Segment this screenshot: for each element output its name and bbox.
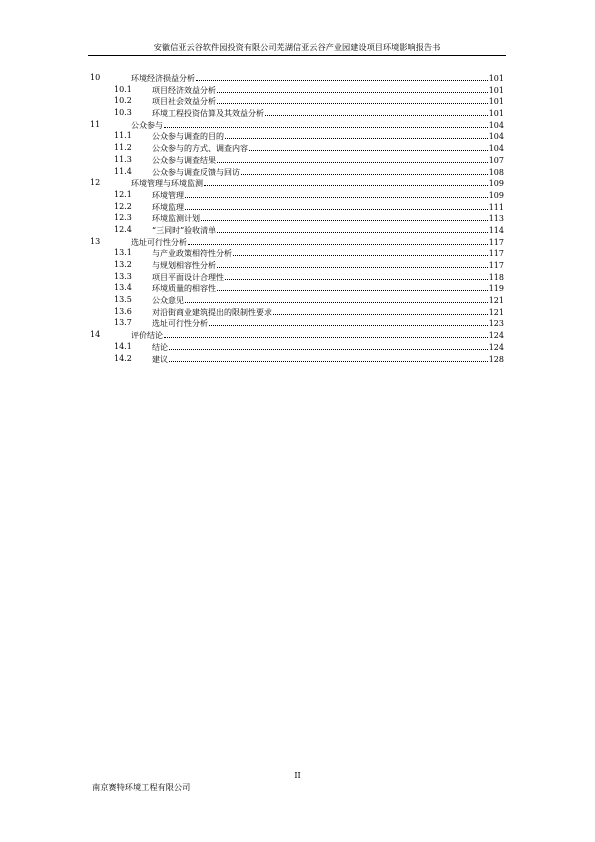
toc-chapter-entry[interactable] <box>90 329 504 341</box>
table-of-contents <box>90 72 504 364</box>
toc-entry-number: 13.3 <box>114 271 132 281</box>
toc-entry-page: 119 <box>488 284 504 294</box>
toc-dot-leader <box>164 119 488 128</box>
toc-entry-page: 117 <box>488 237 504 247</box>
toc-dot-leader <box>185 201 488 210</box>
toc-entry-title: “三同时”验收清单 <box>152 225 217 235</box>
toc-entry-page: 109 <box>488 179 504 189</box>
toc-entry-number: 14 <box>90 330 101 340</box>
toc-entry-number: 11 <box>90 119 101 129</box>
toc-dot-leader <box>249 142 488 151</box>
toc-entry-page: 101 <box>488 85 504 95</box>
toc-entry-title: 项目平面设计合理性 <box>152 272 224 282</box>
toc-entry-page: 104 <box>488 132 504 142</box>
toc-entry-title: 项目经济效益分析 <box>152 85 216 95</box>
toc-entry-number: 10 <box>90 73 101 82</box>
toc-dot-leader <box>196 72 488 81</box>
toc-dot-leader <box>225 130 488 139</box>
toc-entry-title: 环境管理 <box>152 190 184 200</box>
toc-entry-page: 123 <box>488 319 504 329</box>
toc-section-entry[interactable] <box>90 341 504 353</box>
toc-entry-number: 12.2 <box>114 201 132 211</box>
toc-dot-leader <box>233 247 488 256</box>
toc-section-entry[interactable] <box>90 130 504 142</box>
toc-entry-title: 公众参与的方式、调查内容 <box>152 144 248 154</box>
toc-dot-leader <box>217 154 488 163</box>
toc-entry-page: 107 <box>488 155 504 165</box>
toc-entry-title: 评价结论 <box>131 331 163 341</box>
toc-entry-title: 对沿街商业建筑提出的限制性要求 <box>152 307 272 317</box>
toc-entry-page: 111 <box>488 202 504 212</box>
toc-entry-number: 13.4 <box>114 283 132 293</box>
toc-entry-title: 环境监理 <box>152 202 184 212</box>
toc-chapter-entry[interactable] <box>90 177 504 189</box>
toc-dot-leader <box>217 95 488 104</box>
toc-section-entry[interactable] <box>90 84 504 96</box>
toc-dot-leader <box>185 189 488 198</box>
toc-entry-page: 121 <box>488 307 504 317</box>
toc-dot-leader <box>169 341 488 350</box>
toc-section-entry[interactable] <box>90 166 504 178</box>
toc-chapter-entry[interactable] <box>90 236 504 248</box>
toc-entry-number: 10.3 <box>114 108 132 118</box>
toc-entry-title: 与产业政策相符性分析 <box>152 249 232 259</box>
toc-section-entry[interactable] <box>90 201 504 213</box>
toc-entry-number: 13.6 <box>114 306 132 316</box>
toc-entry-page: 121 <box>488 296 504 306</box>
toc-entry-page: 128 <box>488 354 504 364</box>
toc-entry-number: 10.2 <box>114 96 132 106</box>
toc-entry-title: 项目社会效益分析 <box>152 97 216 107</box>
toc-entry-title: 结论 <box>152 342 168 352</box>
toc-entry-title: 与规划相容性分析 <box>152 261 216 270</box>
toc-section-entry[interactable] <box>90 282 504 294</box>
toc-entry-title: 建议 <box>152 354 168 364</box>
header-rule <box>88 55 506 56</box>
toc-entry-page: 114 <box>488 225 504 235</box>
running-header: 安徽信亚云谷软件园投资有限公司芜湖信亚云谷产业园建设项目环境影响报告书 <box>153 42 441 52</box>
toc-entry-number: 13.5 <box>114 295 132 305</box>
toc-chapter-entry[interactable] <box>90 119 504 131</box>
toc-dot-leader <box>164 329 488 338</box>
toc-entry-page: 117 <box>488 261 504 270</box>
toc-entry-title: 公众参与调查的目的 <box>152 132 224 142</box>
toc-entry-page: 104 <box>488 120 504 130</box>
toc-entry-number: 12 <box>90 178 101 188</box>
toc-entry-title: 公众意见 <box>152 296 184 306</box>
toc-entry-title: 环境管理与环境监测 <box>131 179 203 189</box>
toc-section-entry[interactable] <box>90 247 504 259</box>
toc-entry-page: 101 <box>488 109 504 119</box>
toc-entry-page: 124 <box>488 331 504 341</box>
toc-section-entry[interactable] <box>90 142 504 154</box>
toc-section-entry[interactable] <box>90 212 504 224</box>
toc-entry-title: 环境工程投资估算及其效益分析 <box>152 109 264 119</box>
toc-chapter-entry[interactable] <box>90 72 504 84</box>
toc-entry-title: 公众参与调查结果 <box>152 155 216 165</box>
toc-entry-page: 124 <box>488 342 504 352</box>
toc-entry-title: 选址可行性分析 <box>152 319 208 329</box>
toc-entry-number: 12.3 <box>114 213 132 223</box>
toc-entry-page: 109 <box>488 190 504 200</box>
toc-dot-leader <box>185 294 488 303</box>
toc-entry-title: 环境质量的相容性 <box>152 284 216 294</box>
toc-entry-number: 14.1 <box>114 341 132 351</box>
toc-dot-leader <box>217 224 488 233</box>
toc-section-entry[interactable] <box>90 224 504 236</box>
toc-entry-page: 117 <box>488 249 504 259</box>
toc-entry-number: 11.1 <box>114 131 132 141</box>
toc-dot-leader <box>217 84 488 93</box>
toc-section-entry[interactable] <box>90 154 504 166</box>
toc-entry-page: 108 <box>488 167 504 177</box>
toc-section-entry[interactable] <box>90 271 504 283</box>
toc-entry-number: 13.1 <box>114 248 132 258</box>
toc-entry-number: 13.2 <box>114 260 132 269</box>
toc-dot-leader <box>209 317 488 326</box>
toc-entry-page: 118 <box>488 272 504 282</box>
toc-dot-leader <box>188 236 488 245</box>
toc-section-entry[interactable] <box>90 107 504 119</box>
toc-dot-leader <box>265 107 488 116</box>
toc-dot-leader <box>273 306 488 315</box>
toc-entry-page: 101 <box>488 97 504 107</box>
toc-entry-title: 公众参与 <box>131 120 163 130</box>
toc-section-entry[interactable] <box>90 259 504 271</box>
toc-entry-title: 选址可行性分析 <box>131 237 187 247</box>
toc-dot-leader <box>169 353 488 362</box>
toc-entry-page: 101 <box>488 74 504 83</box>
toc-section-entry[interactable] <box>90 294 504 306</box>
toc-section-entry[interactable] <box>90 306 504 318</box>
toc-entry-title: 环境经济损益分析 <box>131 74 195 83</box>
toc-entry-page: 113 <box>488 214 504 224</box>
toc-entry-title: 公众参与调查反馈与回访 <box>152 167 240 177</box>
toc-entry-number: 10.1 <box>114 84 132 94</box>
toc-dot-leader <box>217 259 488 268</box>
toc-dot-leader <box>201 212 488 221</box>
toc-entry-number: 12.1 <box>114 189 132 199</box>
toc-entry-number: 14.2 <box>114 353 132 363</box>
toc-section-entry[interactable] <box>90 317 504 329</box>
toc-dot-leader <box>204 177 488 186</box>
toc-entry-page: 104 <box>488 144 504 154</box>
toc-entry-number: 11.2 <box>114 143 132 153</box>
footer-company: 南京赛特环境工程有限公司 <box>92 782 191 792</box>
toc-entry-number: 11.4 <box>114 166 132 176</box>
toc-entry-body <box>152 353 504 366</box>
toc-entry-number: 11.3 <box>114 154 132 164</box>
toc-entry-number: 13.7 <box>114 318 132 328</box>
toc-entry-title: 环境监测计划 <box>152 214 200 224</box>
toc-section-entry[interactable] <box>90 95 504 107</box>
toc-dot-leader <box>217 282 488 291</box>
toc-dot-leader <box>241 166 488 175</box>
toc-section-entry[interactable] <box>90 189 504 201</box>
page-number: II <box>294 771 301 780</box>
toc-section-entry[interactable] <box>90 353 504 365</box>
toc-entry-number: 12.4 <box>114 224 132 234</box>
toc-dot-leader <box>225 271 488 280</box>
toc-entry-number: 13 <box>90 236 101 246</box>
